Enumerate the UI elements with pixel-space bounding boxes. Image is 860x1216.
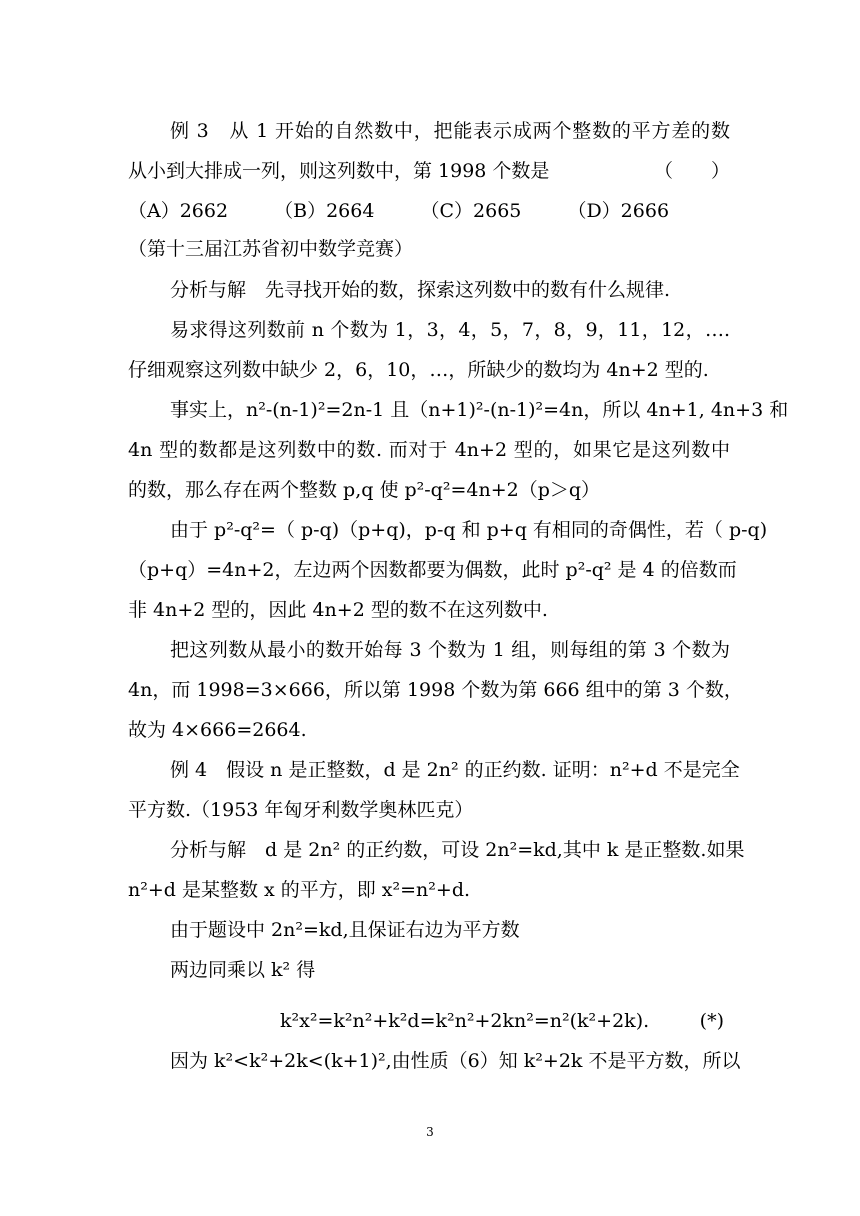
- choice-d: （D）2666: [567, 200, 670, 222]
- text-line: 故为 4×666=2664.: [128, 719, 307, 741]
- text-line: 由于 p²-q²=（ p-q)（p+q)，p-q 和 p+q 有相同的奇偶性，若（ p-q): [170, 519, 768, 541]
- answer-bracket: （ ）: [653, 160, 730, 182]
- text-line: 事实上，n²-(n-1)²=2n-1 且（n+1)²-(n-1)²=4n，所以 4n+1, 4n+3 和: [170, 399, 789, 421]
- equation: k²x²=k²n²+k²d=k²n²+2kn²=n²(k²+2k).: [280, 1010, 650, 1032]
- text-line: （p+q）=4n+2，左边两个因数都要为偶数，此时 p²-q² 是 4 的倍数而: [128, 559, 737, 581]
- text-line: 平方数.（1953 年匈牙利数学奥林匹克）: [128, 799, 474, 821]
- text-line: 例 4 假设 n 是正整数，d 是 2n² 的正约数. 证明：n²+d 不是完全: [170, 759, 740, 781]
- choice-list: [128, 198, 730, 224]
- text-line: 4n，而 1998=3×666，所以第 1998 个数为第 666 组中的第 3 个数，: [128, 679, 743, 701]
- text-line: 易求得这列数前 n 个数为 1，3，4，5，7，8，9，11，12，….: [170, 319, 730, 341]
- text-line: 分析与解 d 是 2n² 的正约数，可设 2n²=kd,其中 k 是正整数.如果: [170, 839, 745, 861]
- question-text: 从小到大排成一列，则这列数中，第 1998 个数是: [128, 160, 550, 182]
- text-line: 例 3 从 1 开始的自然数中，把能表示成两个整数的平方差的数: [170, 120, 730, 142]
- text-line: 把这列数从最小的数开始每 3 个数为 1 组，则每组的第 3 个数为: [170, 639, 730, 661]
- source-note: （第十三届江苏省初中数学竞赛）: [128, 238, 414, 260]
- text-line: n²+d 是某整数 x 的平方，即 x²=n²+d.: [128, 879, 471, 901]
- text-line: 因为 k²<k²+2k<(k+1)²,由性质（6）知 k²+2k 不是平方数，所以: [170, 1050, 741, 1072]
- text-line: 两边同乘以 k² 得: [170, 959, 316, 981]
- choice-b: （B）2664: [274, 200, 375, 222]
- text-line: 仔细观察这列数中缺少 2，6，10，…，所缺少的数均为 4n+2 型的.: [128, 359, 709, 381]
- choice-a: （A）2662: [128, 200, 229, 222]
- text-line: 由于题设中 2n²=kd,且保证右边为平方数: [170, 919, 520, 941]
- equation-line: [280, 1008, 730, 1034]
- choice-c: （C）2665: [420, 200, 522, 222]
- text-line: 的数，那么存在两个整数 p,q 使 p²-q²=4n+2（p＞q）: [128, 479, 601, 501]
- text-line: [128, 158, 730, 184]
- text-line: 分析与解 先寻找开始的数，探索这列数中的数有什么规律.: [170, 279, 671, 301]
- equation-tag: (*): [699, 1010, 724, 1032]
- text-line: 4n 型的数都是这列数中的数. 而对于 4n+2 型的，如果它是这列数中: [128, 439, 730, 461]
- page-number: 3: [426, 1125, 434, 1139]
- text-line: 非 4n+2 型的，因此 4n+2 型的数不在这列数中.: [128, 599, 548, 621]
